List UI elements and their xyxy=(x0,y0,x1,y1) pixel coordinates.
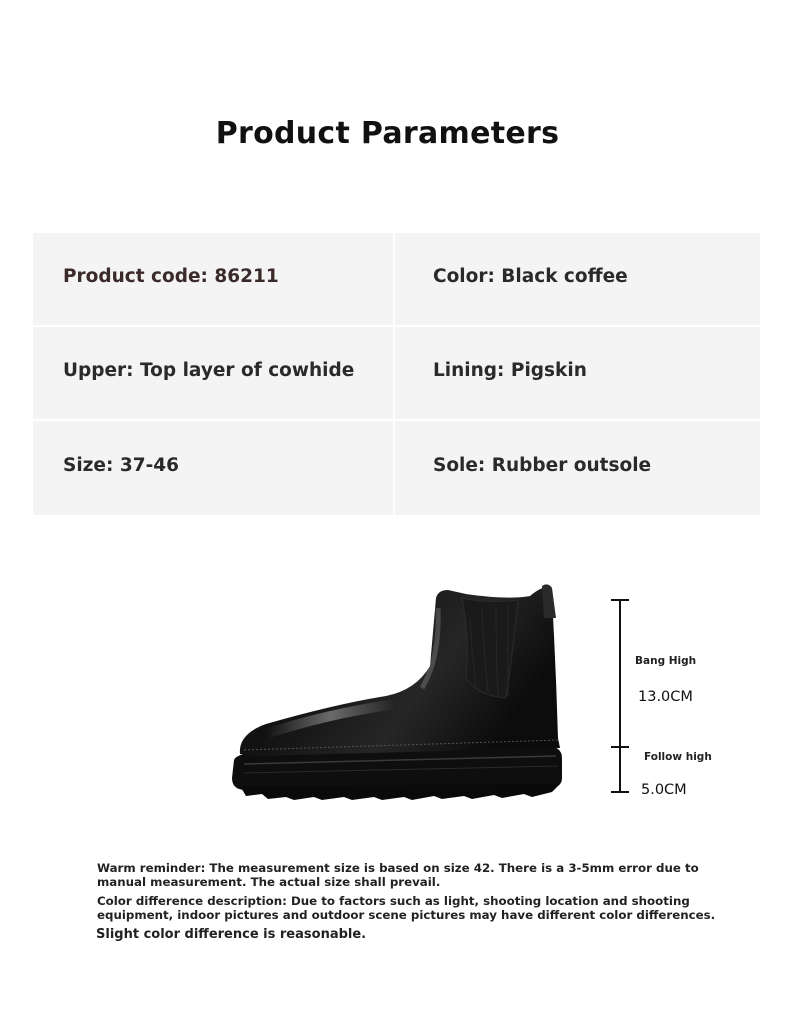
color-difference-text: Color difference description: Due to factors such as light, shooting location and shooting equipment, indoor pictures and outdoor scene pictures may have different color differences. xyxy=(97,894,716,922)
notes-section xyxy=(97,862,737,948)
param-lining: Lining: Pigskin xyxy=(395,325,760,419)
param-sole: Sole: Rubber outsole xyxy=(395,419,760,515)
follow-high-value: 5.0CM xyxy=(641,782,687,798)
chelsea-boot-image xyxy=(226,578,572,808)
bang-high-label: Bang High xyxy=(635,655,697,667)
slight-difference-text: Slight color difference is reasonable. xyxy=(96,927,367,942)
bang-high-value: 13.0CM xyxy=(638,689,693,705)
follow-high-label: Follow high xyxy=(644,751,712,763)
param-size: Size: 37-46 xyxy=(33,419,395,515)
param-color: Color: Black coffee xyxy=(395,233,760,325)
measurement-guide xyxy=(605,598,765,798)
warm-reminder-text: Warm reminder: The measurement size is based on size 42. There is a 3-5mm error due to manual measurement. The actual size shall prevail. xyxy=(97,861,699,889)
param-upper: Upper: Top layer of cowhide xyxy=(33,325,395,419)
page-title: Product Parameters xyxy=(215,116,560,151)
param-product-code: Product code: 86211 xyxy=(33,233,395,325)
parameters-table xyxy=(33,233,760,515)
